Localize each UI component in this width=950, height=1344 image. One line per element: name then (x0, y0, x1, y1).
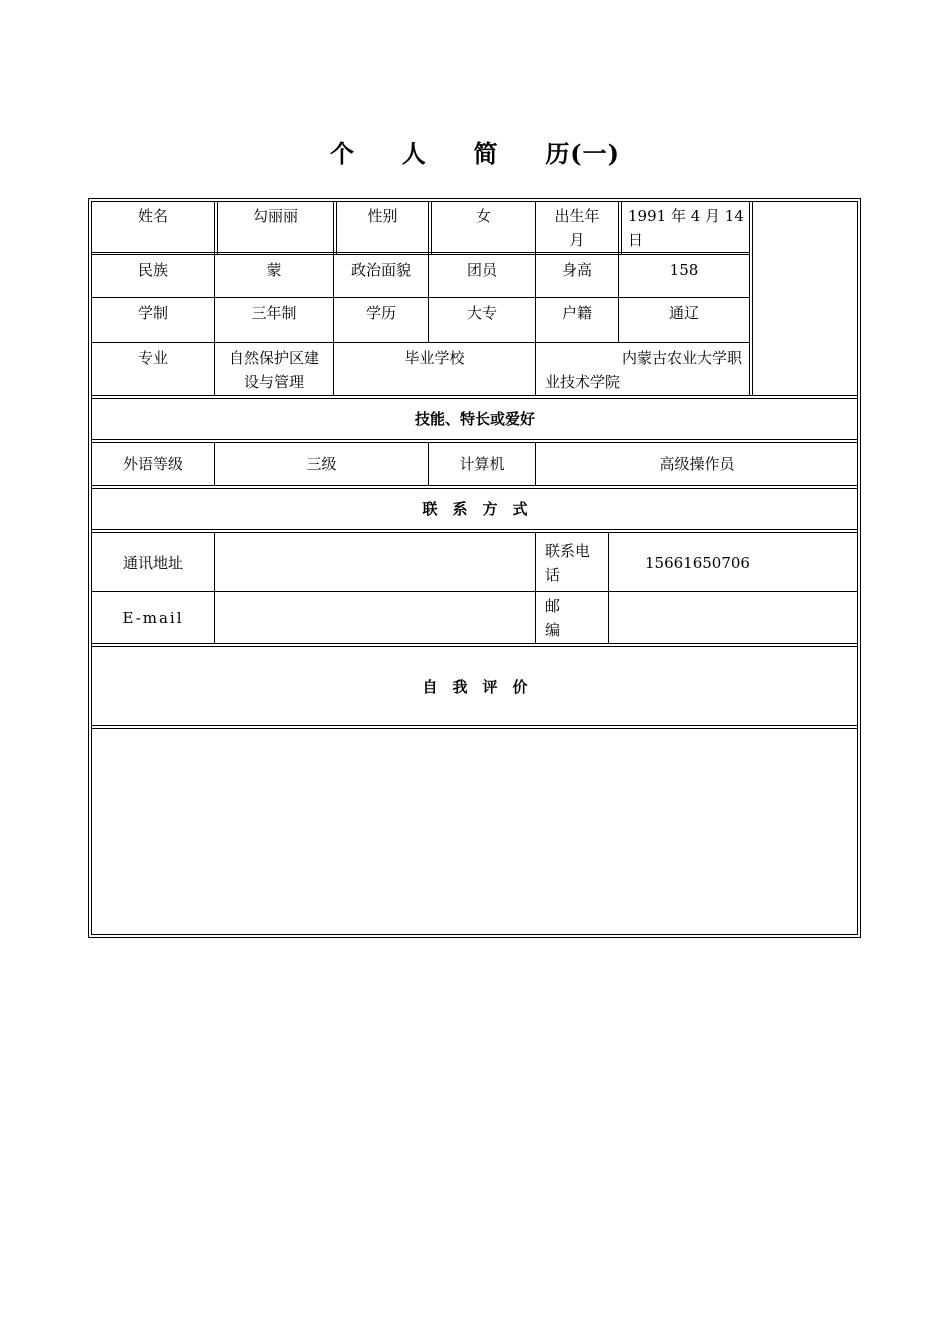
politics-label: 政治面貌 (350, 261, 411, 279)
title-char: 人 (401, 139, 427, 168)
phone-label-line2: 话 (545, 566, 561, 584)
height-value: 158 (669, 261, 699, 279)
politics-value: 团员 (466, 261, 497, 279)
major-label: 专业 (137, 349, 168, 367)
contact-heading: 联 系 方 式 (422, 500, 528, 518)
language-label: 外语等级 (122, 455, 183, 473)
self-eval-heading: 自 我 评 价 (422, 678, 528, 696)
schooling-label: 学制 (137, 304, 168, 322)
degree-value: 大专 (466, 304, 497, 322)
gender-value: 女 (475, 207, 491, 225)
phone-value: 15661650706 (645, 554, 750, 572)
address-label: 通讯地址 (122, 554, 183, 572)
school-value-line1: 内蒙古农业大学职 (621, 349, 742, 367)
zip-label-line1: 邮 (545, 597, 561, 615)
birth-label-line1: 出生年 (554, 207, 600, 225)
hukou-label: 户籍 (561, 304, 592, 322)
schooling-value: 三年制 (251, 304, 297, 322)
hukou-value: 通辽 (668, 304, 699, 322)
title-char: 简 (473, 139, 499, 168)
school-value-line2: 业技术学院 (545, 373, 621, 391)
language-value: 三级 (306, 455, 337, 473)
gender-label: 性别 (367, 207, 398, 225)
skills-heading: 技能、特长或爱好 (414, 410, 535, 428)
birth-value-line2: 日 (628, 231, 644, 249)
birth-label-line2: 月 (569, 231, 585, 249)
zip-label-line2: 编 (545, 621, 561, 639)
birth-value-line1: 1991 年 4 月 14 (628, 207, 744, 225)
title-char: 历(一) (545, 139, 621, 168)
email-label: E-mail (122, 609, 184, 627)
name-label: 姓名 (137, 207, 168, 225)
height-label: 身高 (561, 261, 592, 279)
computer-label: 计算机 (459, 455, 505, 473)
ethnicity-label: 民族 (137, 261, 168, 279)
name-value: 勾丽丽 (252, 207, 298, 225)
computer-value: 高级操作员 (659, 455, 735, 473)
self-eval-content (100, 740, 850, 925)
school-label: 毕业学校 (404, 349, 465, 367)
phone-label-line1: 联系电 (545, 542, 591, 560)
title-char: 个 (329, 139, 355, 168)
major-value-line2: 设与管理 (243, 373, 304, 391)
major-value-line1: 自然保护区建 (228, 349, 319, 367)
degree-label: 学历 (365, 304, 396, 322)
ethnicity-value: 蒙 (266, 261, 282, 279)
